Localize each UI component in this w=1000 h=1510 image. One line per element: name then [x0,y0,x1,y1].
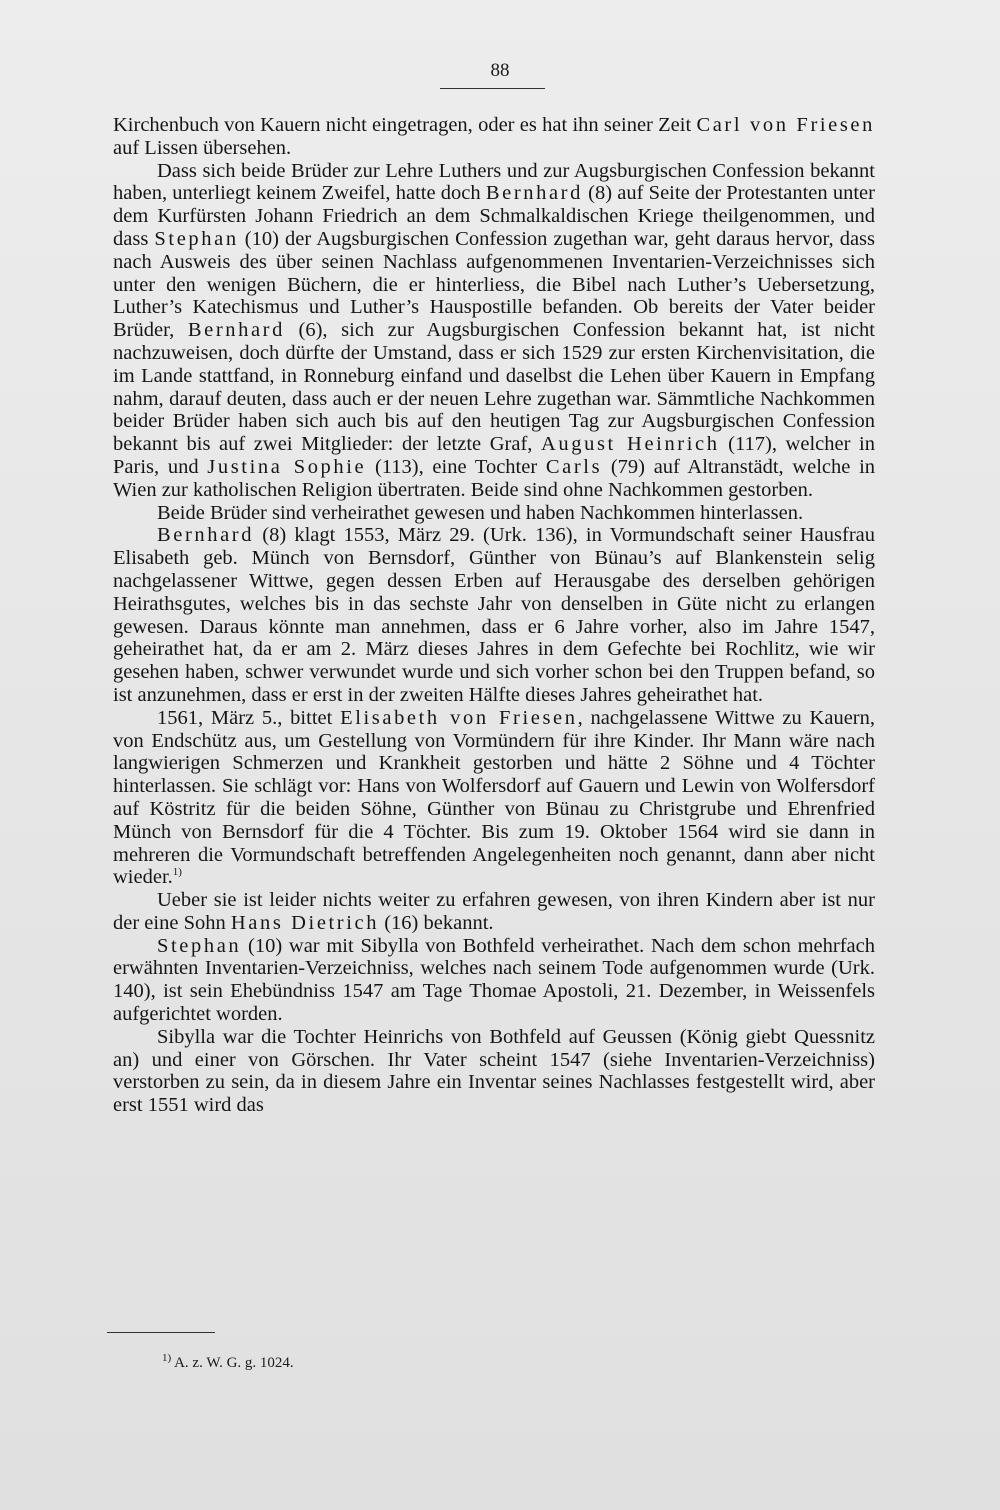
spaced-name: Bernhard [157,524,255,547]
page-number: 88 [490,60,510,81]
paragraph [113,114,875,160]
paragraph [113,889,875,935]
text-run: (10) der Augsburgischen Confession zugethan war, geht daraus hervor, dass nach Ausweis des über seinen Nachlass aufgenommenen Inventarien-Verzeichnisses sich unter den wenigen Büchern, die er hinterliess, die Bibel nach Luther’s Uebersetzung, Luther’s Katechismus und Luther’s Hauspostille befanden. Ob bereits der Vater beider Brüder, [113,227,875,342]
spaced-name: Bernhard [187,319,285,342]
footnote [162,1352,294,1372]
footnote-reference: 1) [172,866,182,879]
header-rule [440,88,545,89]
spaced-name: Carls [545,455,603,478]
paragraph [113,707,875,889]
spaced-name: Hans Dietrich [230,911,380,934]
spaced-name: Stephan [154,227,239,250]
text-run: (16) bekannt. [379,911,494,934]
text-run: (8) auf Seite der Protestanten unter dem Kurfürsten Johann Friedrich an dem Schmalkaldischen Kriege theilgenommen, und dass [113,182,875,250]
spaced-name: Bernhard [485,182,583,205]
footnote-rule [107,1332,215,1333]
text-run: auf Lissen übersehen. [113,136,292,159]
text-run: (117), welcher in Paris, und [113,433,875,478]
text-run: Kirchenbuch von Kauern nicht eingetragen, oder es hat ihn seiner Zeit [113,114,697,136]
footnote-text: A. z. W. G. g. 1024. [171,1355,294,1371]
text-run: (8) klagt 1553, März 29. (Urk. 136), in Vormundschaft seiner Hausfrau Elisabeth geb. Münch von Bernsdorf, Günther von Bünau’s auf Blankenstein selig nachgelassener Wittwe, gegen dessen Erben auf Herausgabe des derselben gehörigen Heirathsgutes, welches bis in das sechste Jahr von denselben in Güte nicht zu erlangen gewesen. Daraus könnte man annehmen, dass er 6 Jahre vorher, also im Jahre 1547, geheirathet hat, da er am 2. März dieses Jahres in dem Gefechte bei Rochlitz, wie wir gesehen haben, schwer verwundet wurde und sich vorher schon bei den Truppen befand, so ist anzunehmen, dass er erst in der zweiten Hälfte dieses Jahres geheirathet hat. [113,524,875,706]
text-run: , nachgelassene Wittwe zu Kauern, von Endschütz aus, um Gestellung von Vormündern für ihre Kinder. Ihr Mann wäre nach langwierigen Schmerzen und Krankheit gestorben und hätte 2 Söhne und 4 Töchter hinterlassen. Sie schlägt vor: Hans von Wolfersdorf auf Gauern und Lewin von Wolfersdorf auf Köstritz für die beiden Söhne, Günther von Bünau zu Christgrube und Ehrenfried Münch von Bernsdorf für die 4 Töchter. Bis zum 19. Oktober 1564 wird sie dann in mehreren die Vormundschaft betreffenden Angelegenheiten noch genannt, dann aber nicht wieder. [113,706,875,889]
text-run: (10) war mit Sibylla von Bothfeld verheirathet. Nach dem schon mehrfach erwähnten Inventarien-Verzeichniss, welches nach seinem Tode aufgenommen wurde (Urk. 140), ist sein Ehebündniss 1547 am Tage Thomae Apostoli, 21. Dezember, in Weissenfels aufgerichtet worden. [113,934,875,1026]
text-run: (79) auf Altranstädt, welche in Wien zur katholischen Religion übertraten. Beide sind ohne Nachkommen gestorben. [113,455,876,501]
text-run: Sibylla war die Tochter Heinrichs von Bothfeld auf Geussen (König giebt Quessnitz an) und einer von Görschen. Ihr Vater scheint 1547 (siehe Inventarien-Verzeichniss) verstorben zu sein, da in diesem Jahre ein Inventar seines Nachlasses festgestellt wird, aber erst 1551 wird das [113,1025,875,1117]
text-run: Ueber sie ist leider nichts weiter zu erfahren gewesen, von ihren Kindern aber ist nur der eine Sohn [113,889,875,934]
paragraph [113,935,875,1026]
text-run: (113), eine Tochter [366,455,546,478]
text-run: 1561, März 5., bittet [157,706,341,729]
spaced-name: Stephan [157,934,242,957]
spaced-name: August Heinrich [541,433,720,456]
text-run: (6), sich zur Augsburgischen Confession bekannt hat, ist nicht nachzuweisen, doch dürfte der Umstand, dass er sich 1529 zur ersten Kirchenvisitation, die im Lande stattfand, in Ronneburg einfand und daselbst die Lehen über Kauern in Empfang nahm, darauf deuten, dass auch er der neuen Lehre zugethan war. Sämmtliche Nachkommen beider Brüder haben sich auch bis auf den heutigen Tag zur Augsburgischen Confession bekannt bis auf zwei Mitglieder: der letzte Graf, [113,319,875,456]
paragraph [113,502,875,525]
body-text [113,114,875,1117]
paragraph [113,524,875,706]
text-run: Dass sich beide Brüder zur Lehre Luthers und zur Augsburgischen Confession bekannt haben, unterliegt keinem Zweifel, hatte doch [113,159,875,205]
text-run: Beide Brüder sind verheirathet gewesen und haben Nachkommen hinterlassen. [157,501,804,524]
paragraph [113,1026,875,1117]
spaced-name: Elisabeth von Friesen [340,706,578,729]
spaced-name: Justina Sophie [207,455,367,478]
footnote-mark: 1) [162,1352,172,1364]
spaced-name: Carl von Friesen [696,114,875,136]
paragraph [113,160,875,502]
